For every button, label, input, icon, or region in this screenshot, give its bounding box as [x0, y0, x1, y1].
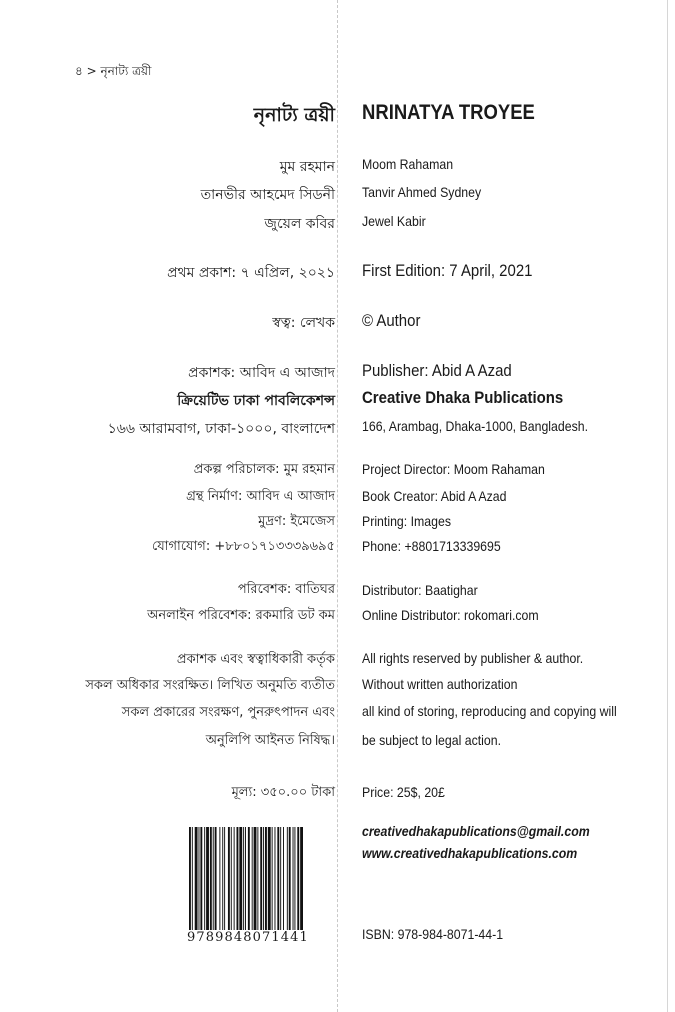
english-phone: Phone: +8801713339695 — [362, 538, 501, 554]
barcode-bar — [199, 827, 200, 931]
barcode-bar — [213, 827, 214, 931]
barcode-bar — [272, 827, 273, 931]
barcode-bar — [210, 827, 212, 931]
bengali-project-director: প্রকল্প পরিচালক: মুম রহমান — [193, 462, 335, 477]
barcode-bar — [293, 827, 294, 931]
page-edge — [667, 0, 668, 1012]
english-printing: Printing: Images — [362, 513, 452, 529]
bengali-publisher-org: ক্রিয়েটিভ ঢাকা পাবলিকেশন্স — [177, 393, 335, 409]
english-rights-line-3: all kind of storing, reproducing and copying will — [362, 703, 617, 719]
bengali-first-edition: প্রথম প্রকাশ: ৭ এপ্রিল, ২০২১ — [167, 265, 335, 281]
english-author-1: Moom Rahaman — [362, 156, 454, 172]
bengali-author-1: মুম রহমান — [279, 159, 335, 175]
barcode-bar — [234, 827, 235, 931]
barcode-bar — [287, 827, 288, 931]
english-address: 166, Arambag, Dhaka-1000, Bangladesh. — [362, 418, 589, 434]
barcode-bar — [192, 827, 193, 945]
english-copyright: © Author — [362, 311, 421, 330]
barcode-bar — [297, 827, 299, 931]
barcode-bar — [231, 827, 232, 931]
bengali-rights-line-2: সকল অধিকার সংরক্ষিত। লিখিত অনুমতি ব্যতীত — [85, 678, 335, 693]
bengali-price: মূল্য: ৩৫০.০০ টাকা — [231, 785, 335, 800]
publisher-email-link[interactable]: creativedhakapublications@gmail.com — [362, 823, 590, 839]
bengali-publisher: প্রকাশক: আবিদ এ আজাদ — [188, 365, 335, 381]
barcode-number: 9789848071441 — [187, 930, 335, 945]
barcode-bar — [275, 827, 276, 931]
barcode-bar — [245, 827, 246, 945]
bengali-online-distributor: অনলাইন পরিবেশক: রকমারি ডট কম — [147, 608, 335, 623]
bengali-rights-line-1: প্রকাশক এবং স্বত্বাধিকারী কর্তৃক — [176, 652, 335, 667]
english-publisher-org: Creative Dhaka Publications — [362, 388, 564, 407]
barcode-bar — [206, 827, 209, 931]
barcode-bar — [289, 827, 291, 931]
english-price: Price: 25$, 20£ — [362, 784, 445, 800]
bengali-rights-line-4: অনুলিপি আইনত নিষিদ্ধ। — [205, 733, 335, 748]
bengali-printing: মুদ্রণ: ইমেজেস — [258, 514, 335, 529]
barcode-bar — [228, 827, 230, 931]
english-project-director: Project Director: Moom Rahaman — [362, 461, 545, 477]
bengali-rights-line-3: সকল প্রকারের সংরক্ষণ, পুনরুৎপাদন এবং — [121, 705, 335, 720]
bengali-distributor: পরিবেশক: বাতিঘর — [237, 582, 335, 597]
english-first-edition: First Edition: 7 April, 2021 — [362, 261, 533, 280]
isbn-barcode — [187, 827, 337, 947]
english-isbn: ISBN: 978-984-8071-44-1 — [362, 926, 504, 942]
english-rights-line-4: be subject to legal action. — [362, 732, 502, 748]
publisher-website-link[interactable]: www.creativedhakapublications.com — [362, 845, 578, 861]
barcode-bar — [265, 827, 267, 931]
barcode-bar — [280, 827, 281, 931]
barcode-bar — [300, 827, 303, 945]
barcode-bar — [277, 827, 279, 931]
english-rights-line-2: Without written authorization — [362, 676, 518, 692]
barcode-bar — [260, 827, 262, 931]
english-publisher: Publisher: Abid A Azad — [362, 361, 512, 380]
barcode-bar — [195, 827, 198, 931]
center-divider — [337, 0, 338, 1012]
english-author-3: Jewel Kabir — [362, 213, 426, 229]
barcode-bar — [189, 827, 191, 945]
barcode-bar — [224, 827, 225, 931]
bengali-copyright: স্বত্ব: লেখক — [272, 315, 335, 331]
bengali-author-3: জুয়েল কবির — [264, 216, 335, 232]
barcode-bar — [268, 827, 271, 931]
page-header: ৪ > নৃনাট্য ত্রয়ী — [75, 64, 152, 78]
bengali-address: ১৬৬ আরামবাগ, ঢাকা-১০০০, বাংলাদেশ — [107, 421, 335, 437]
english-book-creator: Book Creator: Abid A Azad — [362, 488, 507, 504]
barcode-bar — [254, 827, 257, 931]
barcode-bar — [248, 827, 250, 945]
barcode-bar — [204, 827, 205, 931]
english-author-2: Tanvir Ahmed Sydney — [362, 184, 482, 200]
english-rights-line-1: All rights reserved by publisher & author. — [362, 650, 584, 666]
barcode-bar — [222, 827, 223, 931]
barcode-bar — [200, 827, 202, 931]
barcode-bar — [215, 827, 217, 931]
barcode-bar — [237, 827, 239, 931]
bengali-phone: যোগাযোগ: +৮৮০১৭১৩৩৩৯৬৯৫ — [152, 539, 335, 554]
barcode-bar — [263, 827, 264, 931]
barcode-bar — [243, 827, 244, 931]
barcode-bar — [257, 827, 258, 931]
barcode-bar — [283, 827, 284, 931]
bengali-title: নৃনাট্য ত্রয়ী — [253, 104, 335, 126]
barcode-bar — [294, 827, 295, 931]
english-online-distributor: Online Distributor: rokomari.com — [362, 607, 539, 623]
english-distributor: Distributor: Baatighar — [362, 582, 478, 598]
barcode-bar — [239, 827, 242, 931]
bengali-book-creator: গ্রন্থ নির্মাণ: আবিদ এ আজাদ — [186, 489, 335, 504]
english-title: NRINATYA TROYEE — [362, 101, 535, 124]
bengali-author-2: তানভীর আহমেদ সিডনী — [200, 187, 335, 203]
barcode-bar — [219, 827, 220, 931]
barcode-bar — [252, 827, 253, 931]
